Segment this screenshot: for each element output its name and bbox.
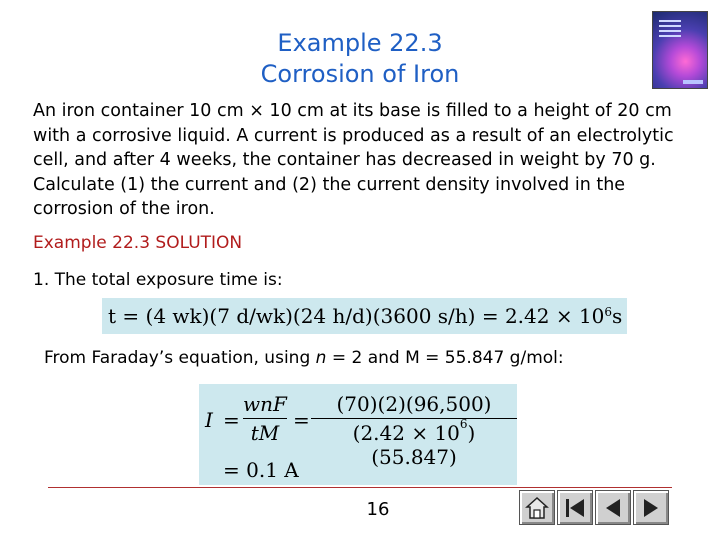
substituted-fraction (311, 392, 517, 469)
step-1-text: 1. The total exposure time is: (33, 270, 283, 290)
faraday-n-variable: n (315, 348, 327, 368)
denominator-exponent: 6 (459, 417, 468, 432)
exposure-time-equation (102, 298, 627, 334)
page-number: 16 (366, 499, 390, 520)
next-slide-icon (638, 495, 664, 521)
home-icon (524, 495, 550, 521)
current-symbol: I (205, 408, 213, 432)
equation-1-unit: s (612, 304, 623, 328)
title-line-1: Example 22.3 (277, 29, 443, 57)
next-slide-button[interactable] (633, 490, 669, 525)
faraday-denominator: tM (243, 418, 287, 445)
faraday-text (44, 347, 564, 369)
slide-title (150, 28, 570, 90)
substituted-denominator (311, 418, 517, 469)
footer-divider (48, 487, 672, 488)
previous-slide-button[interactable] (595, 490, 631, 525)
title-line-2: Corrosion of Iron (260, 60, 460, 88)
book-cover-image (652, 11, 708, 89)
first-slide-button[interactable] (557, 490, 593, 525)
problem-statement: An iron container 10 cm × 10 cm at its base is filled to a height of 20 cm with a corrosive liquid. A current is produced as a result of an electrolytic cell, and after 4 weeks, the container has decreased in weight by 70 g. Calculate (1) the current and (2) the current density involved in the corrosion of the iron. (33, 101, 674, 219)
equation-1-exponent: 6 (604, 305, 613, 319)
current-equation (199, 384, 517, 485)
denominator-part-a: (2.42 × 10 (352, 421, 460, 445)
equals-sign: = (223, 408, 240, 432)
faraday-suffix: = 2 and M = 55.847 g/mol: (326, 348, 564, 368)
current-result: = 0.1 A (223, 458, 299, 482)
previous-slide-icon (600, 495, 626, 521)
solution-heading: Example 22.3 SOLUTION (33, 233, 243, 253)
denominator-part-b: )(55.847) (371, 421, 476, 469)
faraday-fraction (243, 392, 287, 445)
faraday-numerator: wnF (243, 392, 287, 416)
equation-1-body: t = (4 wk)(7 d/wk)(24 h/d)(3600 s/h) = 2.42 × 10 (108, 304, 605, 328)
substituted-numerator: (70)(2)(96,500) (336, 392, 492, 416)
equals-sign-2: = (293, 408, 310, 432)
faraday-prefix: From Faraday’s equation, using (44, 348, 316, 368)
home-button[interactable] (519, 490, 555, 525)
first-slide-icon (562, 495, 588, 521)
